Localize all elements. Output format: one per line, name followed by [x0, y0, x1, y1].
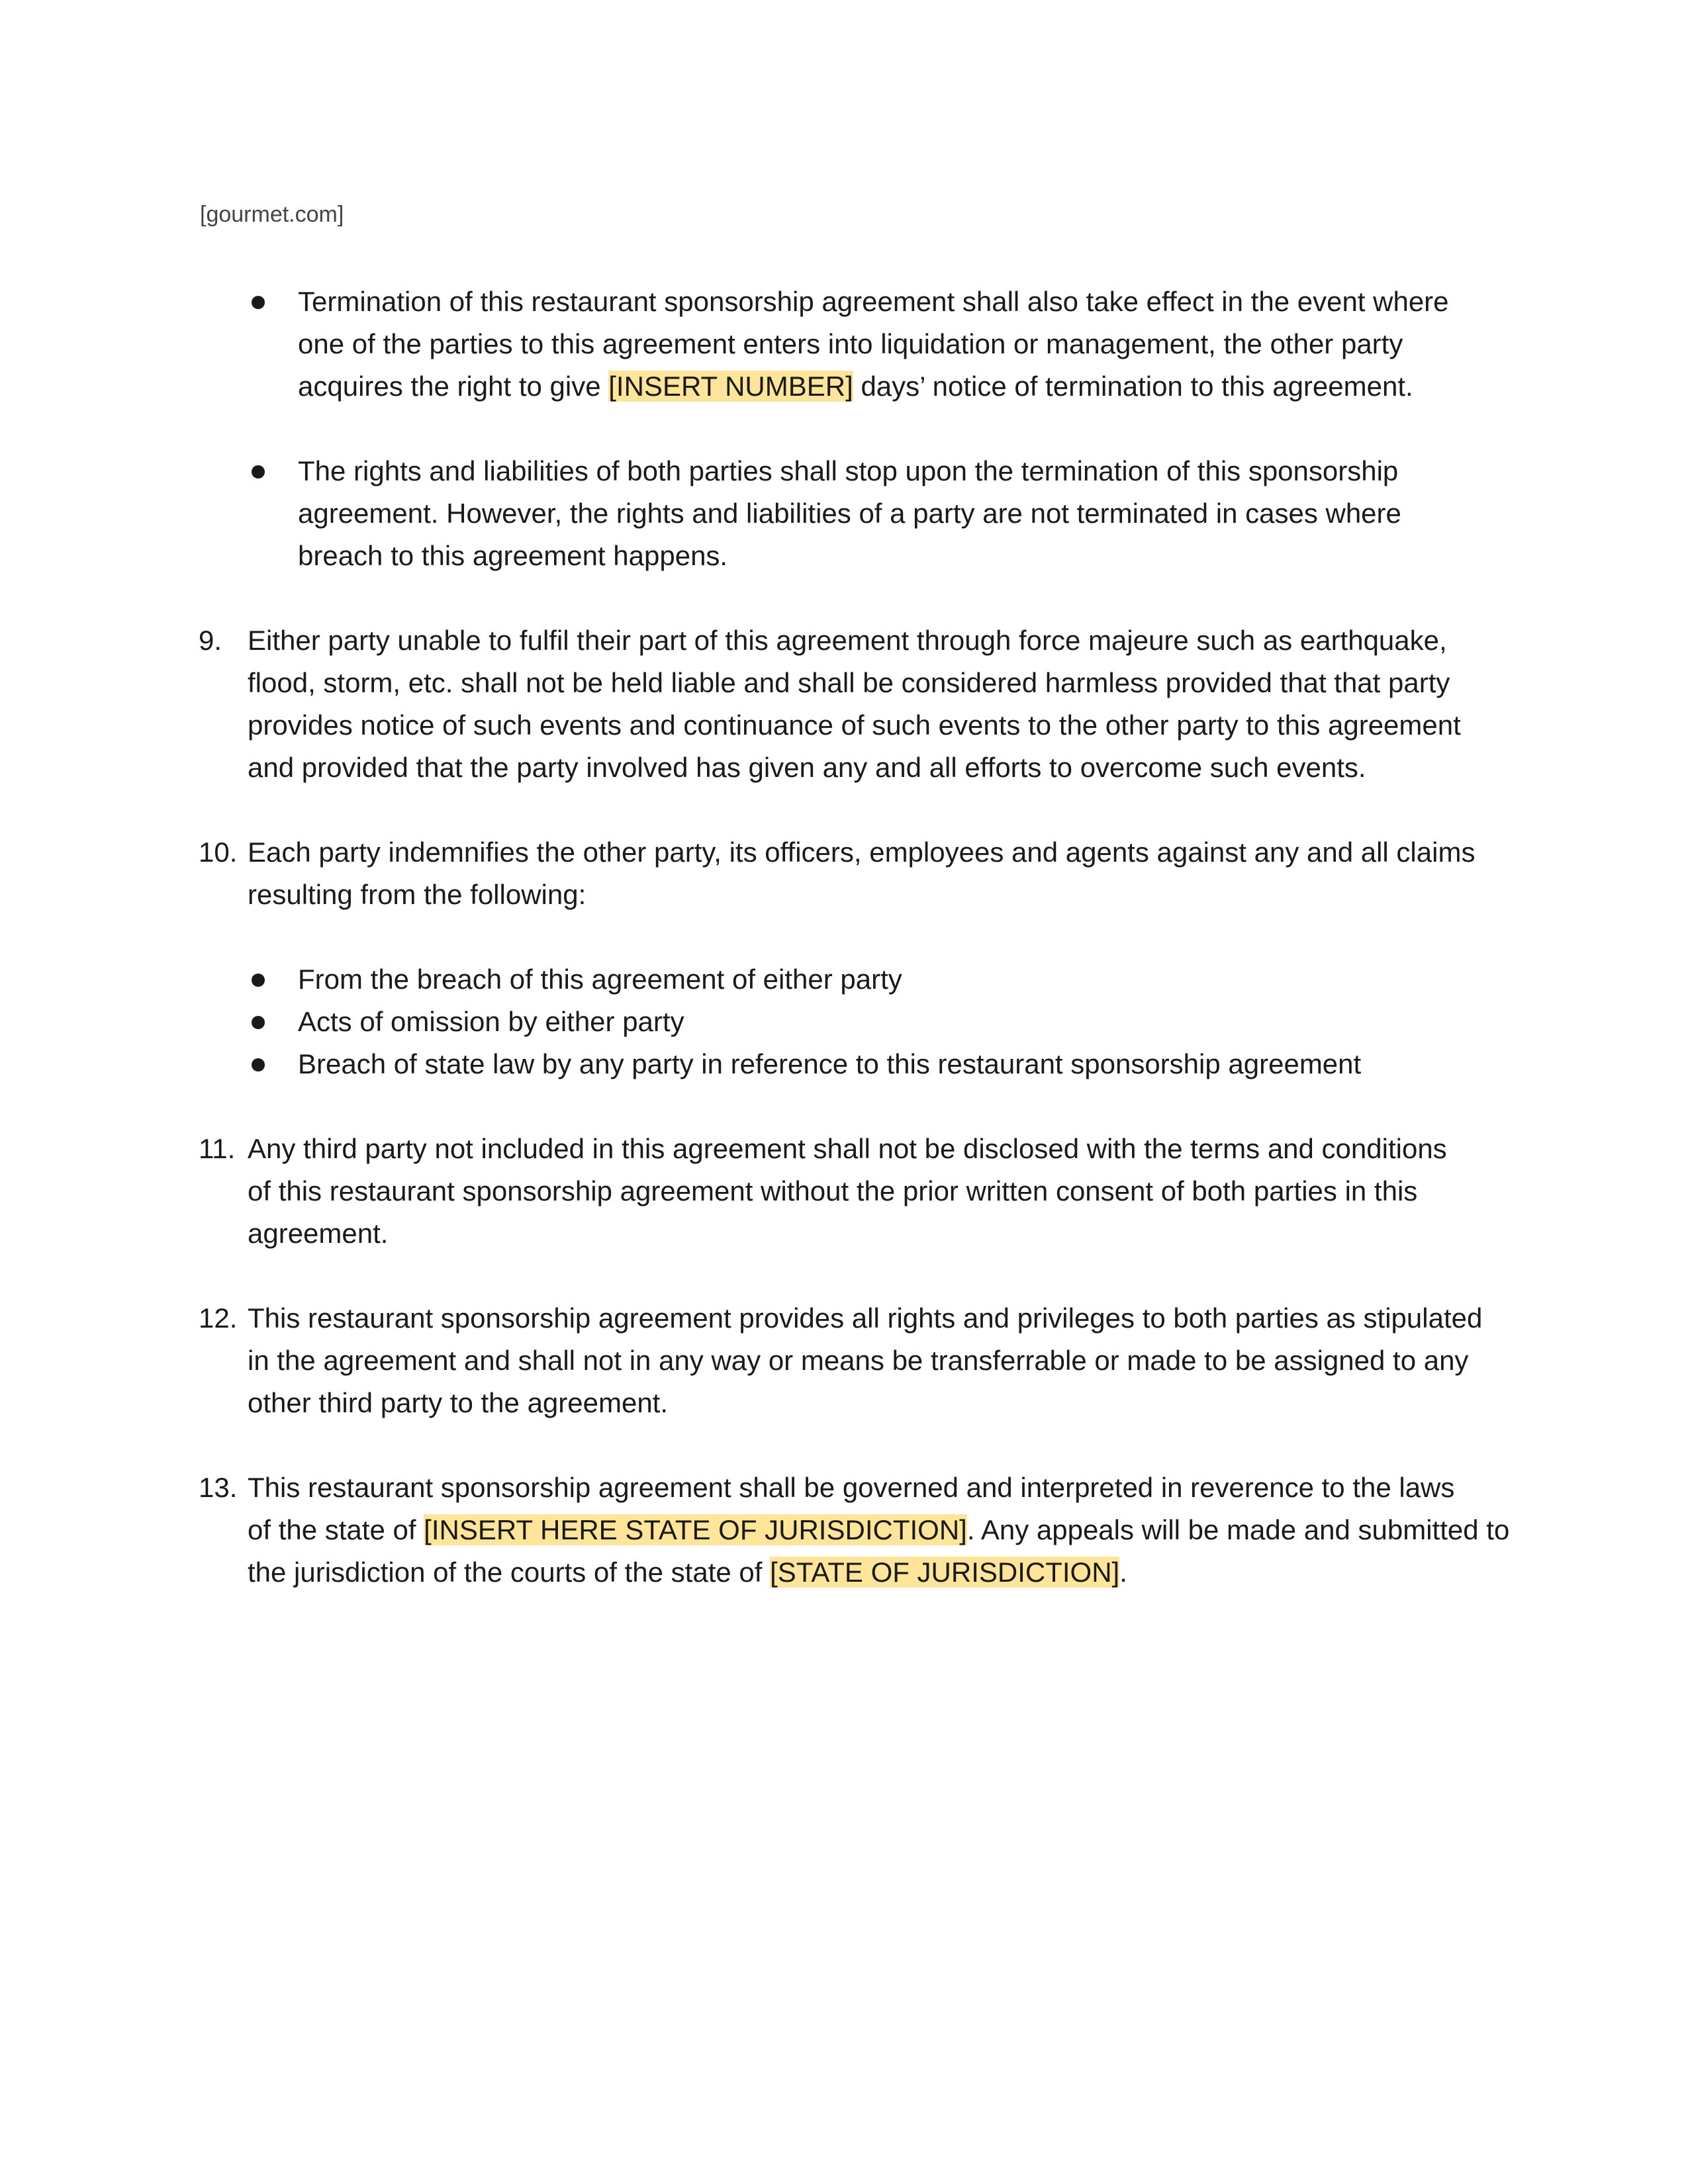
bullet-marker [252, 465, 265, 478]
clause-13-text [248, 1467, 1509, 1594]
paragraph-line: agreement. [248, 1218, 389, 1249]
paragraph-line: Any third party not included in this agreement shall not be disclosed with the terms and conditions [248, 1133, 1447, 1164]
text-segment: . Any appeals will be made and submitted to [966, 1514, 1510, 1545]
clause-number: 10. [199, 837, 238, 868]
sub-bullet-item: Breach of state law by any party in reference to this restaurant sponsorship agreement [298, 1048, 1362, 1079]
clause-11-text [248, 1128, 1447, 1255]
placeholder-state-of-jurisdiction: [INSERT HERE STATE OF JURISDICTION] [424, 1514, 967, 1545]
placeholder-insert-number: [INSERT NUMBER] [608, 371, 853, 402]
paragraph-line: resulting from the following: [248, 879, 586, 910]
sub-bullet-item: From the breach of this agreement of either party [298, 964, 902, 995]
clause-number: 13. [199, 1472, 238, 1503]
text-segment: acquires the right to give [298, 371, 609, 402]
clause-number: 11. [199, 1133, 236, 1164]
bullet-paragraph-rights-liabilities [298, 450, 1401, 577]
paragraph-line: provides notice of such events and continuance of such events to the other party to this agreement [248, 709, 1461, 741]
paragraph-line: in the agreement and shall not in any way or means be transferrable or made to be assigned to any [248, 1345, 1469, 1376]
source-header: [gourmet.com] [200, 202, 344, 227]
bullet-paragraph-termination [298, 281, 1449, 408]
paragraph-line: Either party unable to fulfil their part of this agreement through force majeure such as earthquake, [248, 625, 1447, 656]
clause-9-text [248, 619, 1461, 789]
text-segment: of the state of [248, 1514, 424, 1545]
paragraph-line: other third party to the agreement. [248, 1387, 669, 1418]
paragraph-line: This restaurant sponsorship agreement provides all rights and privileges to both parties as stipulated [248, 1302, 1483, 1334]
text-segment: the jurisdiction of the courts of the state of [248, 1557, 771, 1588]
clause-12-text [248, 1297, 1482, 1424]
bullet-marker [252, 1058, 265, 1071]
paragraph-line [248, 1551, 1509, 1594]
paragraph-line: one of the parties to this agreement enters into liquidation or management, the other party [298, 328, 1403, 359]
paragraph-line: This restaurant sponsorship agreement shall be governed and interpreted in reverence to the laws [248, 1472, 1455, 1503]
paragraph-line: flood, storm, etc. shall not be held liable and shall be considered harmless provided that that party [248, 667, 1450, 698]
paragraph-line: breach to this agreement happens. [298, 540, 728, 571]
placeholder-jurisdiction: [STATE OF JURISDICTION] [770, 1557, 1120, 1588]
clause-number: 12. [199, 1302, 238, 1334]
paragraph-line [248, 1509, 1509, 1551]
paragraph-line: The rights and liabilities of both parties shall stop upon the termination of this sponsorship [298, 455, 1399, 486]
clause-number: 9. [199, 625, 222, 656]
clause-10-text [248, 831, 1475, 916]
bullet-marker [252, 296, 265, 309]
paragraph-line: and provided that the party involved has given any and all efforts to overcome such events. [248, 752, 1366, 783]
sub-bullet-item: Acts of omission by either party [298, 1006, 684, 1037]
bullet-marker [252, 974, 265, 987]
paragraph-line: of this restaurant sponsorship agreement without the prior written consent of both parties in this [248, 1175, 1418, 1206]
text-segment: days’ notice of termination to this agreement. [853, 371, 1413, 402]
paragraph-line: Each party indemnifies the other party, its officers, employees and agents against any and all claims [248, 837, 1476, 868]
text-segment: . [1119, 1557, 1127, 1588]
paragraph-line: Termination of this restaurant sponsorship agreement shall also take effect in the event where [298, 286, 1449, 317]
bullet-marker [252, 1016, 265, 1029]
paragraph-line [298, 365, 1449, 408]
paragraph-line: agreement. However, the rights and liabilities of a party are not terminated in cases where [298, 498, 1401, 529]
